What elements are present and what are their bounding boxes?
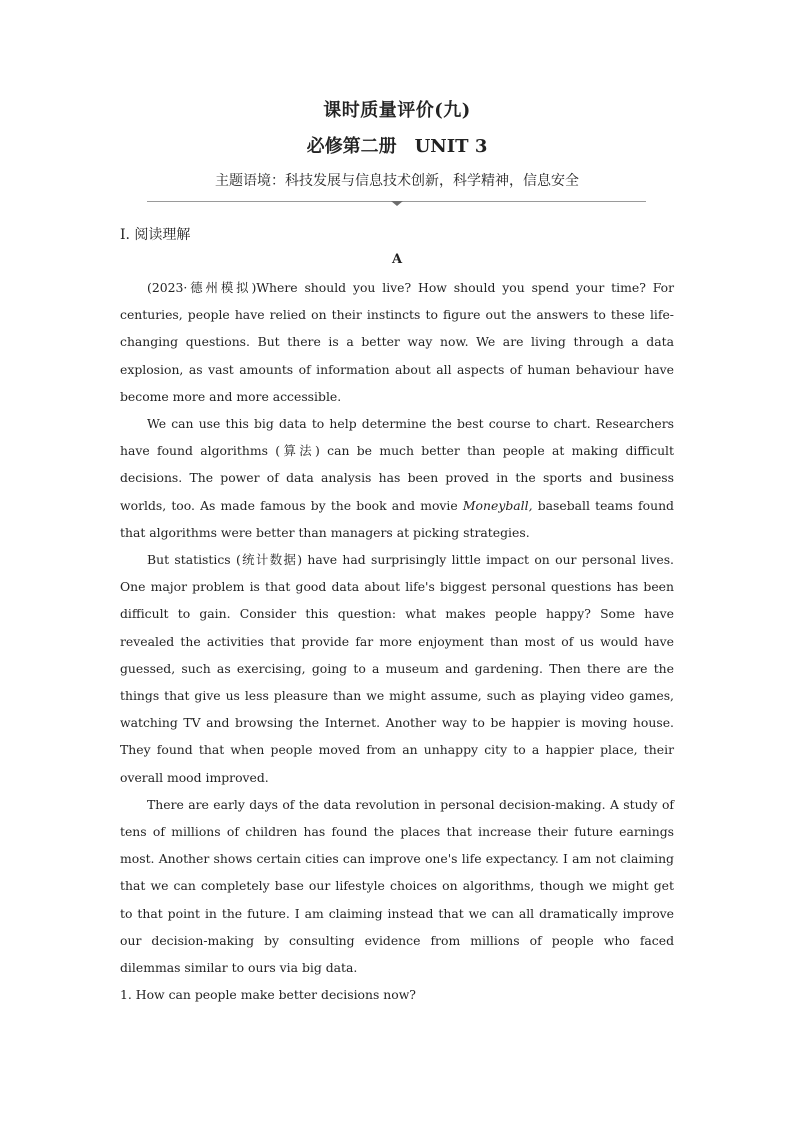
paragraph-2-text: We can use this big data to help determine the best course to chart. Researchers have found algorithms (算法) can be much better than people at making difficult decisions. The power of data analysis has been proved in the sports and business worlds, too. As made famous by the book and movie xyxy=(120,416,674,513)
book-name: 必修第二册 xyxy=(306,136,397,157)
paragraph-3: But statistics (统计数据) have had surprisingly little impact on our personal lives. One major problem is that good data about life's biggest personal questions has been difficult to gain. Consider this question: what makes people happy? Some have revealed the activities that provide far more enjoyment than most of us would have guessed, such as exercising, going to a museum and gardening. Then there are the things that give us less pleasure than we might assume, such as playing video games, watching TV and browsing the Internet. Another way to be happier is moving house. They found that when people moved from an unhappy city to a happier place, their overall mood improved. xyxy=(120,552,674,785)
page-title: 课时质量评价(九) xyxy=(323,100,471,121)
paragraph-1 xyxy=(120,274,674,410)
source-note: (2023·德州模拟) xyxy=(147,280,257,295)
book-title: Moneyball, xyxy=(462,497,533,513)
part-label: A xyxy=(391,252,403,267)
theme-context: 主题语境：科技发展与信息技术创新，科学精神，信息安全 xyxy=(215,173,579,189)
reading-passage xyxy=(120,274,674,1008)
paragraph-2-text-end: baseball teams found that algorithms were better than managers at picking strategies. xyxy=(120,497,674,540)
paragraph-1-text: Where should you live? How should you spend your time? For centuries, people have relied on their instincts to figure out the answers to these life-changing questions. But there is a better way now. We are living through a data explosion, as vast amounts of information about all aspects of human behaviour have become more and more accessible. xyxy=(120,280,674,404)
book-unit-heading xyxy=(0,132,794,158)
question-1: 1. How can people make better decisions now? xyxy=(120,987,416,1003)
section-heading: Ⅰ. 阅读理解 xyxy=(120,227,191,243)
divider-marker-icon xyxy=(391,201,403,206)
paragraph-4: There are early days of the data revolution in personal decision-making. A study of tens of millions of children has found the places that increase their future earnings most. Another shows certain cities can improve one's life expectancy. I am not claiming that we can completely base our lifestyle choices on algorithms, though we might get to that point in the future. I am claiming instead that we can all dramatically improve our decision-making by consulting evidence from millions of people who faced dilemmas similar to ours via big data. xyxy=(120,796,674,976)
paragraph-2 xyxy=(120,410,674,546)
unit-label: UNIT 3 xyxy=(414,136,488,157)
